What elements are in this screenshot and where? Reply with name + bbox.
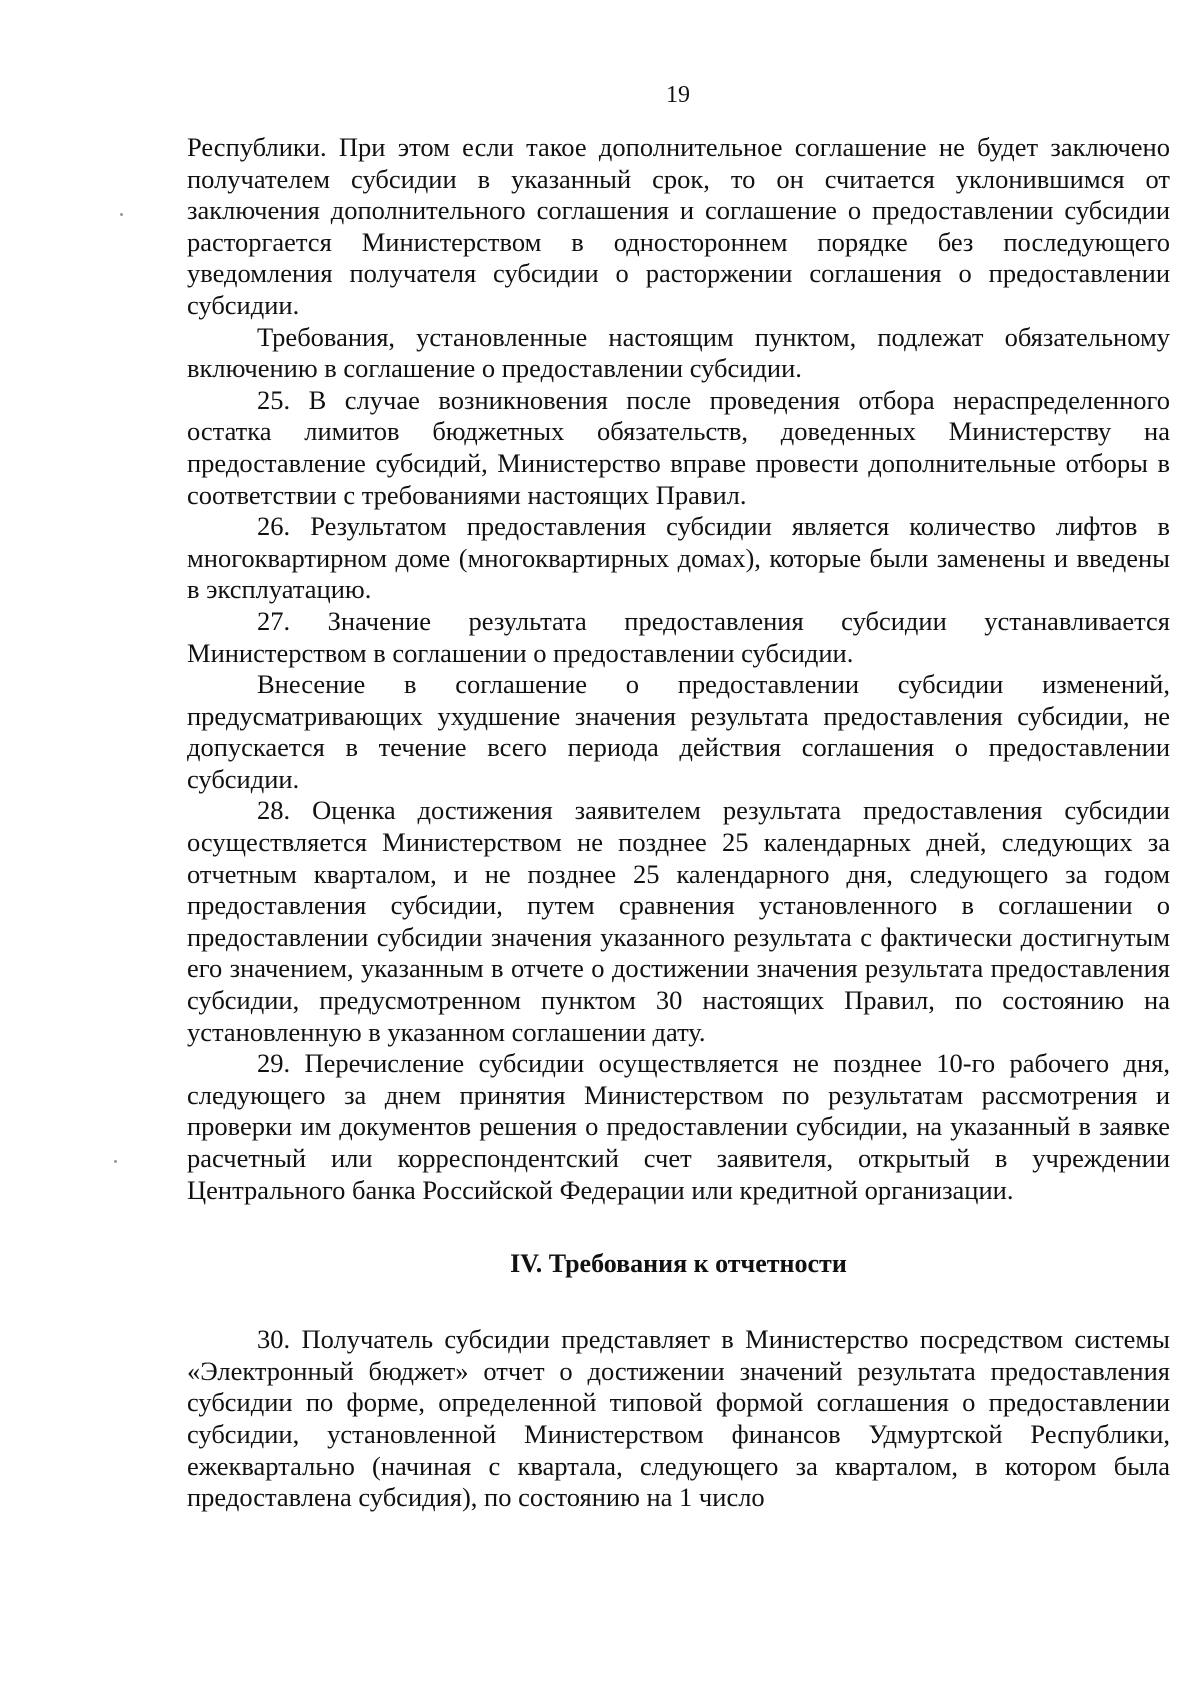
paragraph-28: 28. Оценка достижения заявителем результата предоставления субсидии осуществляется Министерством не позднее 25 календарных дней, следующих за отчетным кварталом, и не позднее 25 календарного дня, следующего за годом предоставления субсидии, путем сравнения установленного в соглашении о предоставлении субсидии значения указанного результата с фактически достигнутым его значением, указанным в отчете о достижении значения результата предоставления субсидии, предусмотренном пунктом 30 настоящих Правил, по состоянию на установленную в указанном соглашении дату.	[187, 795, 1170, 1047]
page-number: 19	[666, 82, 690, 108]
paragraph-26: 26. Результатом предоставления субсидии является количество лифтов в многоквартирном доме (многоквартирных домах), которые были заменены и введены в эксплуатацию.	[187, 511, 1170, 605]
paragraph-25: 25. В случае возникновения после проведения отбора нераспределенного остатка лимитов бюджетных обязательств, доведенных Министерству на предоставление субсидий, Министерство вправе провести дополнительные отборы в соответствии с требованиями настоящих Правил.	[187, 384, 1170, 510]
paragraph-continuation: Республики. При этом если такое дополнительное соглашение не будет заключено получателем субсидии в указанный срок, то он считается уклонившимся от заключения дополнительного соглашения и соглашение о предоставлении субсидии расторгается Министерством в одностороннем порядке без последующего уведомления получателя субсидии о расторжении соглашения о предоставлении субсидии.	[187, 132, 1170, 320]
paragraph-27-amendments: Внесение в соглашение о предоставлении субсидии изменений, предусматривающих ухудшение значения результата предоставления субсидии, не допускается в течение всего периода действия соглашения о предоставлении субсидии.	[187, 669, 1170, 794]
scan-artifact	[120, 213, 123, 216]
scan-artifact	[114, 1160, 117, 1163]
paragraph-30: 30. Получатель субсидии представляет в Министерство посредством системы «Электронный бюджет» отчет о достижении значений результата предоставления субсидии по форме, определенной типовой формой соглашения о предоставлении субсидии, установленной Министерством финансов Удмуртской Республики, ежеквартально (начиная с квартала, следующего за кварталом, в котором была предоставлена субсидия), по состоянию на 1 число	[187, 1324, 1170, 1513]
section-heading-reporting: IV. Требования к отчетности	[510, 1249, 847, 1279]
paragraph-requirements: Требования, установленные настоящим пунктом, подлежат обязательному включению в соглашение о предоставлении субсидии.	[187, 321, 1170, 384]
page-body	[187, 132, 1170, 1514]
paragraph-29: 29. Перечисление субсидии осуществляется не позднее 10-го рабочего дня, следующего за днем принятия Министерством по результатам рассмотрения и проверки им документов решения о предоставлении субсидии, на указанный в заявке расчетный или корреспондентский счет заявителя, открытый в учреждении Центрального банка Российской Федерации или кредитной организации.	[187, 1048, 1170, 1205]
paragraph-27: 27. Значение результата предоставления субсидии устанавливается Министерством в соглашении о предоставлении субсидии.	[187, 605, 1170, 668]
